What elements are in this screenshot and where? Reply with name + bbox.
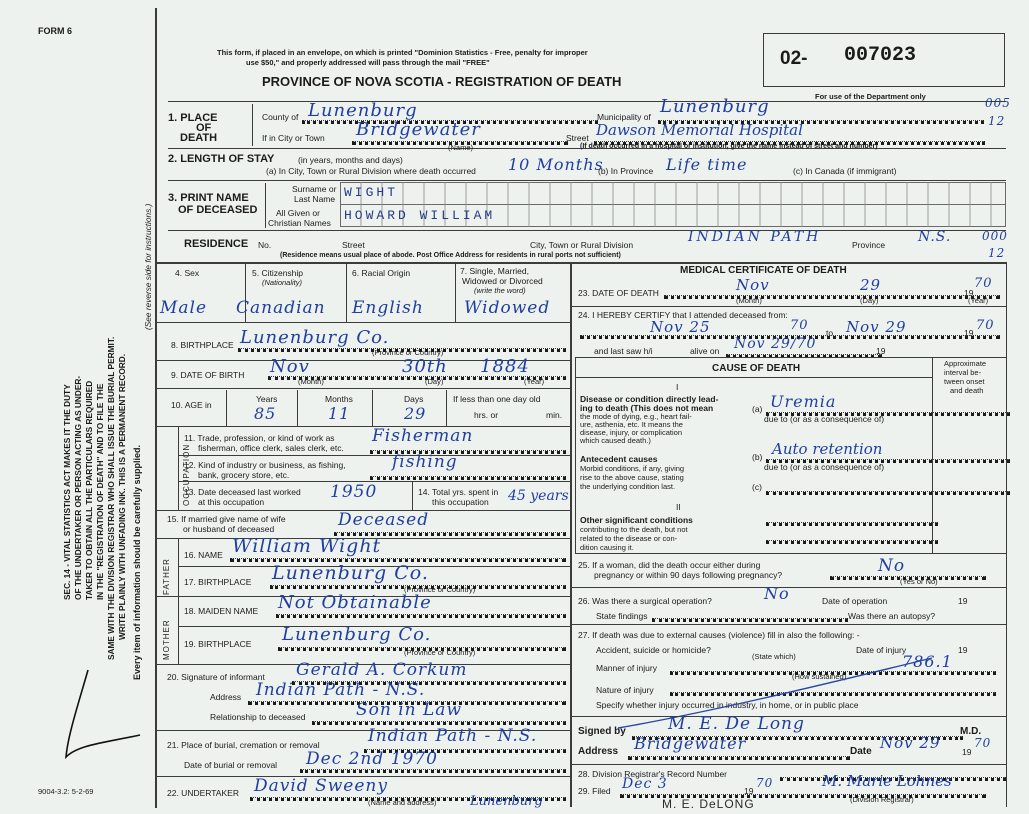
disease-label-6: which caused death.) <box>580 436 651 445</box>
burial-place-value: Indian Path - N.S. <box>368 726 538 746</box>
form-title: PROVINCE OF NOVA SCOTIA - REGISTRATION OF DEATH <box>262 74 622 89</box>
citizenship-value: Canadian <box>236 298 326 318</box>
residence-street-label: Street <box>342 240 365 250</box>
dob-month-caption: (Month) <box>298 377 324 386</box>
father-birthplace-label: 17. BIRTHPLACE <box>184 577 252 587</box>
cause-part-one: I <box>676 382 679 392</box>
trade-label-2: fisherman, office clerk, sales clerk, etc. <box>198 443 344 453</box>
stay-a-value: 10 Months <box>508 155 604 174</box>
antecedent-label-1: Antecedent causes <box>580 454 658 464</box>
attended-to-date: Nov 29 <box>846 318 907 336</box>
residence-no-label: No. <box>258 240 272 250</box>
father-name-value: William Wight <box>232 535 382 557</box>
place-label: 1. PLACE <box>168 112 218 124</box>
citizenship-sub: (Nationality) <box>262 278 303 287</box>
side-text-4: IN THE "REGISTRATION OF DEATH" AND TO FILE THE <box>95 383 105 600</box>
signed-date-label: Date <box>850 746 872 757</box>
interval-label-2: interval be- <box>944 368 982 377</box>
injury-date-label: Date of injury <box>856 645 907 655</box>
state-which-caption: (State which) <box>752 652 796 661</box>
burial-place-label: 21. Place of burial, cremation or removal <box>167 740 320 750</box>
nature-label: Nature of injury <box>596 685 654 695</box>
pregnancy-label-1: 25. If a woman, did the death occur either during <box>578 560 761 570</box>
age-days-value: 29 <box>404 404 427 423</box>
hrs-label: hrs. or <box>474 410 499 420</box>
given-label-1: All Given or <box>276 208 320 218</box>
filed-date-value: Dec 3 <box>622 776 668 792</box>
operation-date-label: Date of operation <box>822 596 888 606</box>
undertaker-caption: (Name and address) <box>368 798 437 807</box>
birthplace-label: 8. BIRTHPLACE <box>171 340 234 350</box>
side-text-6: WRITE PLAINLY WITH UNFADING INK. THIS IS A PERMANENT RECORD. <box>117 353 127 640</box>
total-years-value: 45 years <box>508 488 569 504</box>
disease-label-1: Disease or condition directly lead- <box>580 394 719 404</box>
center-divider <box>570 262 572 807</box>
residence-city-value: INDIAN PATH <box>688 229 822 245</box>
marital-label-2: Widowed or Divorced <box>462 276 543 286</box>
yes-no-caption: (Yes or No) <box>900 577 938 586</box>
informant-signature-label: 20. Signature of informant <box>167 672 265 682</box>
department-code-12: 12 <box>988 114 1006 128</box>
side-text-1: SEC. 14 - VITAL STATISTICS ACT MAKES IT THE DUTY <box>62 384 72 600</box>
stay-units: (in years, months and days) <box>298 155 403 165</box>
industry-label-1: 12. Kind of industry or business, as fishing, <box>184 460 346 470</box>
citizenship-label: 5. Citizenship <box>252 268 304 278</box>
date-of-death-label: 23. DATE OF DEATH <box>578 288 659 298</box>
other-conditions-label-2: contributing to the death, but not <box>580 525 688 534</box>
informant-signature-value: Gerald A. Corkum <box>296 660 468 680</box>
operation-label: 26. Was there a surgical operation? <box>578 596 712 606</box>
external-causes-label: 27. If death was due to external causes (violence) fill in also the following: - <box>578 630 860 640</box>
rule-top <box>168 101 1006 102</box>
death-month-caption: (Month) <box>736 296 762 305</box>
cause-part-two: II <box>676 502 681 512</box>
racial-origin-value: English <box>352 298 424 318</box>
last-worked-label-2: at this occupation <box>198 497 265 507</box>
stay-b-value: Life time <box>666 155 748 174</box>
manner-label: Manner of injury <box>596 663 657 673</box>
age-months-label: Months <box>325 394 353 404</box>
interval-label-3: tween onset <box>944 377 985 386</box>
attended-to-year: 70 <box>976 318 995 333</box>
how-sustained-caption: (How sustained) <box>792 672 847 681</box>
city-town-value: Bridgewater <box>356 119 481 140</box>
antecedent-label-3: rise to the above cause, stating <box>580 473 684 482</box>
county-label: County of <box>262 112 299 122</box>
due-to-b: due to (or as a consequence of) <box>764 462 885 472</box>
relationship-label: Relationship to deceased <box>210 712 306 722</box>
antecedent-label-4: the underlying condition last. <box>580 482 676 491</box>
alive-on-date: Nov 29/70 <box>734 336 817 352</box>
injury-year-prefix: 19 <box>958 645 968 655</box>
county-value: Lunenburg <box>308 100 418 121</box>
printed-physician-name: M. E. DeLONG <box>662 797 755 811</box>
trade-label-1: 11. Trade, profession, or kind of work as <box>184 433 335 443</box>
burial-date-label: Date of burial or removal <box>184 760 278 770</box>
mother-maiden-label: 18. MAIDEN NAME <box>184 606 259 616</box>
undertaker-town-value: Lunenburg <box>470 794 543 809</box>
death-month-value: Nov <box>736 276 770 294</box>
form-footer-code: 9004-3.2: 5-2-69 <box>38 787 94 796</box>
attended-to-label: to <box>826 328 834 338</box>
other-conditions-label-4: dition causing it. <box>580 543 634 552</box>
cause-b-value: Auto retention <box>772 440 883 458</box>
mother-side-label: MOTHER <box>162 619 171 660</box>
autopsy-label: Was there an autopsy? <box>848 611 936 621</box>
residence-note: (Residence means usual place of abode. Post Office Address for residents in rural ports not sufficient) <box>280 252 621 259</box>
place-bracket <box>252 104 253 146</box>
rule-after-name <box>168 230 1006 231</box>
age-years-value: 85 <box>254 404 277 423</box>
other-conditions-label-3: related to the disease or con- <box>580 534 678 543</box>
spouse-label-1: 15. If married give name of wife <box>167 514 286 524</box>
rule-after-residence <box>155 262 1006 264</box>
cause-a-label: (a) <box>752 404 763 414</box>
accident-label: Accident, suicide or homicide? <box>596 645 711 655</box>
spouse-value: Deceased <box>338 510 430 530</box>
father-name-label: 16. NAME <box>184 550 223 560</box>
last-worked-value: 1950 <box>330 482 378 502</box>
cause-of-death-title: CAUSE OF DEATH <box>712 363 801 374</box>
form-number: FORM 6 <box>38 26 73 36</box>
given-label-2: Christian Names <box>268 218 331 228</box>
left-margin-rule <box>155 8 157 808</box>
marital-status-value: Widowed <box>464 298 551 318</box>
death-day-caption: (Day) <box>860 296 879 305</box>
surname-value: WIGHT <box>344 185 399 200</box>
industry-label-2: bank, grocery store, etc. <box>198 470 290 480</box>
mail-notice-line1: This form, if placed in an envelope, on which is printed "Dominion Statistics - Free, penalty for improper <box>217 48 588 57</box>
physician-address-label: Address <box>578 746 619 757</box>
stay-a-label: (a) In City, Town or Rural Division where death occurred <box>266 166 476 176</box>
less-than-day-label: If less than one day old <box>453 394 541 404</box>
filed-label: 29. Filed <box>578 786 611 796</box>
filed-year-prefix: 19 <box>744 786 754 796</box>
certify-label: 24. I HEREBY CERTIFY that I attended deceased from: <box>578 310 788 320</box>
age-years-label: Years <box>256 394 278 404</box>
attended-from-year: 70 <box>790 318 809 333</box>
antecedent-label-2: Morbid conditions, if any, giving <box>580 464 685 473</box>
dob-label: 9. DATE OF BIRTH <box>171 370 245 380</box>
city-town-label: If in City or Town <box>262 133 325 143</box>
side-text-3: TAKER TO OBTAIN ALL THE PARTICULARS REQUIRED <box>84 380 94 600</box>
cause-a-value: Uremia <box>770 392 837 411</box>
medical-certificate-heading: MEDICAL CERTIFICATE OF DEATH <box>680 265 847 276</box>
death-year-prefix: 19 <box>964 288 974 298</box>
place-death-label: DEATH <box>180 132 218 144</box>
findings-label: State findings <box>596 611 648 621</box>
surname-label-1: Surname or <box>292 184 337 194</box>
of-deceased-label: OF DECEASED <box>178 204 258 216</box>
attended-year-prefix: 19 <box>964 328 974 338</box>
residence-city-label: City, Town or Rural Division <box>530 240 634 250</box>
marital-label-3: (write the word) <box>474 286 526 295</box>
filed-year-value: 70 <box>756 776 774 790</box>
due-to-a: due to (or as a consequence of) <box>764 414 885 424</box>
dob-day-value: 30th <box>402 356 448 377</box>
given-names-value: HOWARD WILLIAM <box>344 208 496 223</box>
last-worked-label-1: 13. Date deceased last worked <box>184 487 301 497</box>
spouse-label-2: or husband of deceased <box>183 524 275 534</box>
stay-c-label: (c) In Canada (if immigrant) <box>793 166 897 176</box>
burial-date-value: Dec 2nd 1970 <box>306 749 438 769</box>
department-code-005: 005 <box>985 96 1011 110</box>
length-of-stay-label: 2. LENGTH OF STAY <box>168 153 275 165</box>
mother-birthplace-caption: (Province or Country) <box>404 648 476 657</box>
surname-label-2: Last Name <box>294 194 336 204</box>
department-use-label: For use of the Department only <box>815 92 926 101</box>
occupation-side-label: OCCUPATION <box>182 443 191 506</box>
undertaker-label: 22. UNDERTAKER <box>167 788 239 798</box>
pregnancy-label-2: pregnancy or within 90 days following pregnancy? <box>594 570 783 580</box>
min-label: min. <box>546 410 563 420</box>
registration-number: 007023 <box>844 44 917 67</box>
disease-label-3: the mode of dying, e.g., heart fail- <box>580 412 692 421</box>
signed-by-value: M. E. De Long <box>668 714 805 734</box>
cause-c-label: (c) <box>752 482 762 492</box>
dob-day-caption: (Day) <box>425 377 444 386</box>
age-days-label: Days <box>404 394 424 404</box>
last-saw-label: and last saw h/i <box>594 346 653 356</box>
operation-year-prefix: 19 <box>958 596 968 606</box>
undertaker-value: David Sweeny <box>254 776 388 796</box>
total-years-label-2: this occupation <box>432 497 489 507</box>
racial-label: 6. Racial Origin <box>352 268 411 278</box>
interval-label-1: Approximate <box>944 359 987 368</box>
print-name-label: 3. PRINT NAME <box>168 192 249 204</box>
mail-notice-line2: use $50," and properly addressed will pass through the mail "FREE" <box>246 58 490 67</box>
birthplace-caption: (Province or Country) <box>372 348 444 357</box>
informant-address-value: Indian Path - N.S. <box>256 680 426 700</box>
city-name-caption: (Name) <box>448 143 474 152</box>
informant-address-label: Address <box>210 692 242 702</box>
alive-on-label: alive on <box>690 346 720 356</box>
residence-code-000: 000 <box>982 229 1008 243</box>
industry-value: fishing <box>392 452 458 472</box>
sex-value: Male <box>160 298 208 318</box>
birthplace-value: Lunenburg Co. <box>240 327 390 348</box>
hospital-value: Dawson Memorial Hospital <box>596 121 803 139</box>
side-text-2: OF THE UNDERTAKER OR PERSON ACTING AS UNDER- <box>73 375 83 600</box>
physician-address-value: Bridgewater <box>634 734 747 753</box>
signed-year-value: 70 <box>974 736 992 750</box>
disease-label-5: disease, injury, or complication <box>580 428 682 437</box>
signed-by-label: Signed by <box>578 726 626 737</box>
municipality-value: Lunenburg <box>660 96 770 117</box>
father-birthplace-value: Lunenburg Co. <box>272 562 429 584</box>
cause-b-label: (b) <box>752 452 763 462</box>
registrar-initial-mark <box>48 665 148 770</box>
registration-number-box <box>763 33 1005 87</box>
specify-label: Specify whether injury occurred in industry, in home, or in public place <box>596 700 859 710</box>
attended-from-date: Nov 25 <box>650 318 711 336</box>
md-label: M.D. <box>960 726 982 737</box>
age-months-value: 11 <box>328 404 351 423</box>
signed-year-prefix: 19 <box>962 747 972 757</box>
registration-prefix: 02- <box>780 48 808 69</box>
disease-label-2: ing to death (This does not mean <box>580 403 714 413</box>
other-conditions-label-1: Other significant conditions <box>580 515 693 525</box>
residence-code-12: 12 <box>988 246 1006 260</box>
disease-label-4: ure, asthenia, etc. It means the <box>580 420 683 429</box>
side-text-5: SAME WITH THE DIVISION REGISTRAR WHO SHALL ISSUE THE BURIAL PERMIT. <box>106 336 116 660</box>
residence-province-value: N.S. <box>918 229 952 245</box>
side-text-8: (See reverse side for instructions.) <box>143 203 153 330</box>
mother-maiden-value: Not Obtainable <box>278 592 432 613</box>
alive-on-year-prefix: 19 <box>876 346 886 356</box>
record-number-label: 28. Division Registrar's Record Number <box>578 769 728 779</box>
operation-value: No <box>764 584 790 603</box>
interval-label-4: and death <box>950 386 984 395</box>
death-day-value: 29 <box>860 276 882 294</box>
total-years-label-1: 14. Total yrs. spent in <box>418 487 499 497</box>
signed-date-value: Nov 29 <box>880 734 941 752</box>
place-of-label: OF <box>196 122 212 134</box>
sex-label: 4. Sex <box>175 268 200 278</box>
dob-year-value: 1884 <box>480 356 530 377</box>
dob-month-value: Nov <box>270 356 310 377</box>
mother-birthplace-label: 19. BIRTHPLACE <box>184 639 252 649</box>
mother-birthplace-value: Lunenburg Co. <box>282 624 432 645</box>
rule-after-stay <box>168 180 1006 181</box>
age-label: 10. AGE in <box>171 400 212 410</box>
street-label: Street <box>566 133 589 143</box>
dob-year-caption: (Year) <box>524 377 545 386</box>
municipality-label: Municipality of <box>597 112 651 122</box>
father-side-label: FATHER <box>162 558 171 595</box>
residence-province-label: Province <box>852 240 886 250</box>
side-text-7: Every item of information should be carefully supplied. <box>132 444 142 680</box>
residence-label: RESIDENCE <box>184 238 249 250</box>
stay-b-label: (b) In Province <box>598 166 654 176</box>
hospital-note: (If death occurred in a hospital or institution, give the name instead of street and number) <box>580 143 878 150</box>
death-year-caption: (Year) <box>968 296 989 305</box>
father-birthplace-caption: (Province or Country) <box>404 585 476 594</box>
manner-value: 786.1 <box>902 652 953 671</box>
death-year-value: 70 <box>974 276 993 291</box>
division-registrar-caption: (Division Registrar) <box>850 795 914 804</box>
pregnancy-value: No <box>878 556 906 576</box>
marital-label-1: 7. Single, Married, <box>460 266 529 276</box>
division-registrar-signature: M. Marie Lohnes <box>822 772 952 790</box>
trade-value: Fisherman <box>372 426 474 446</box>
relationship-value: Son in Law <box>356 700 462 720</box>
